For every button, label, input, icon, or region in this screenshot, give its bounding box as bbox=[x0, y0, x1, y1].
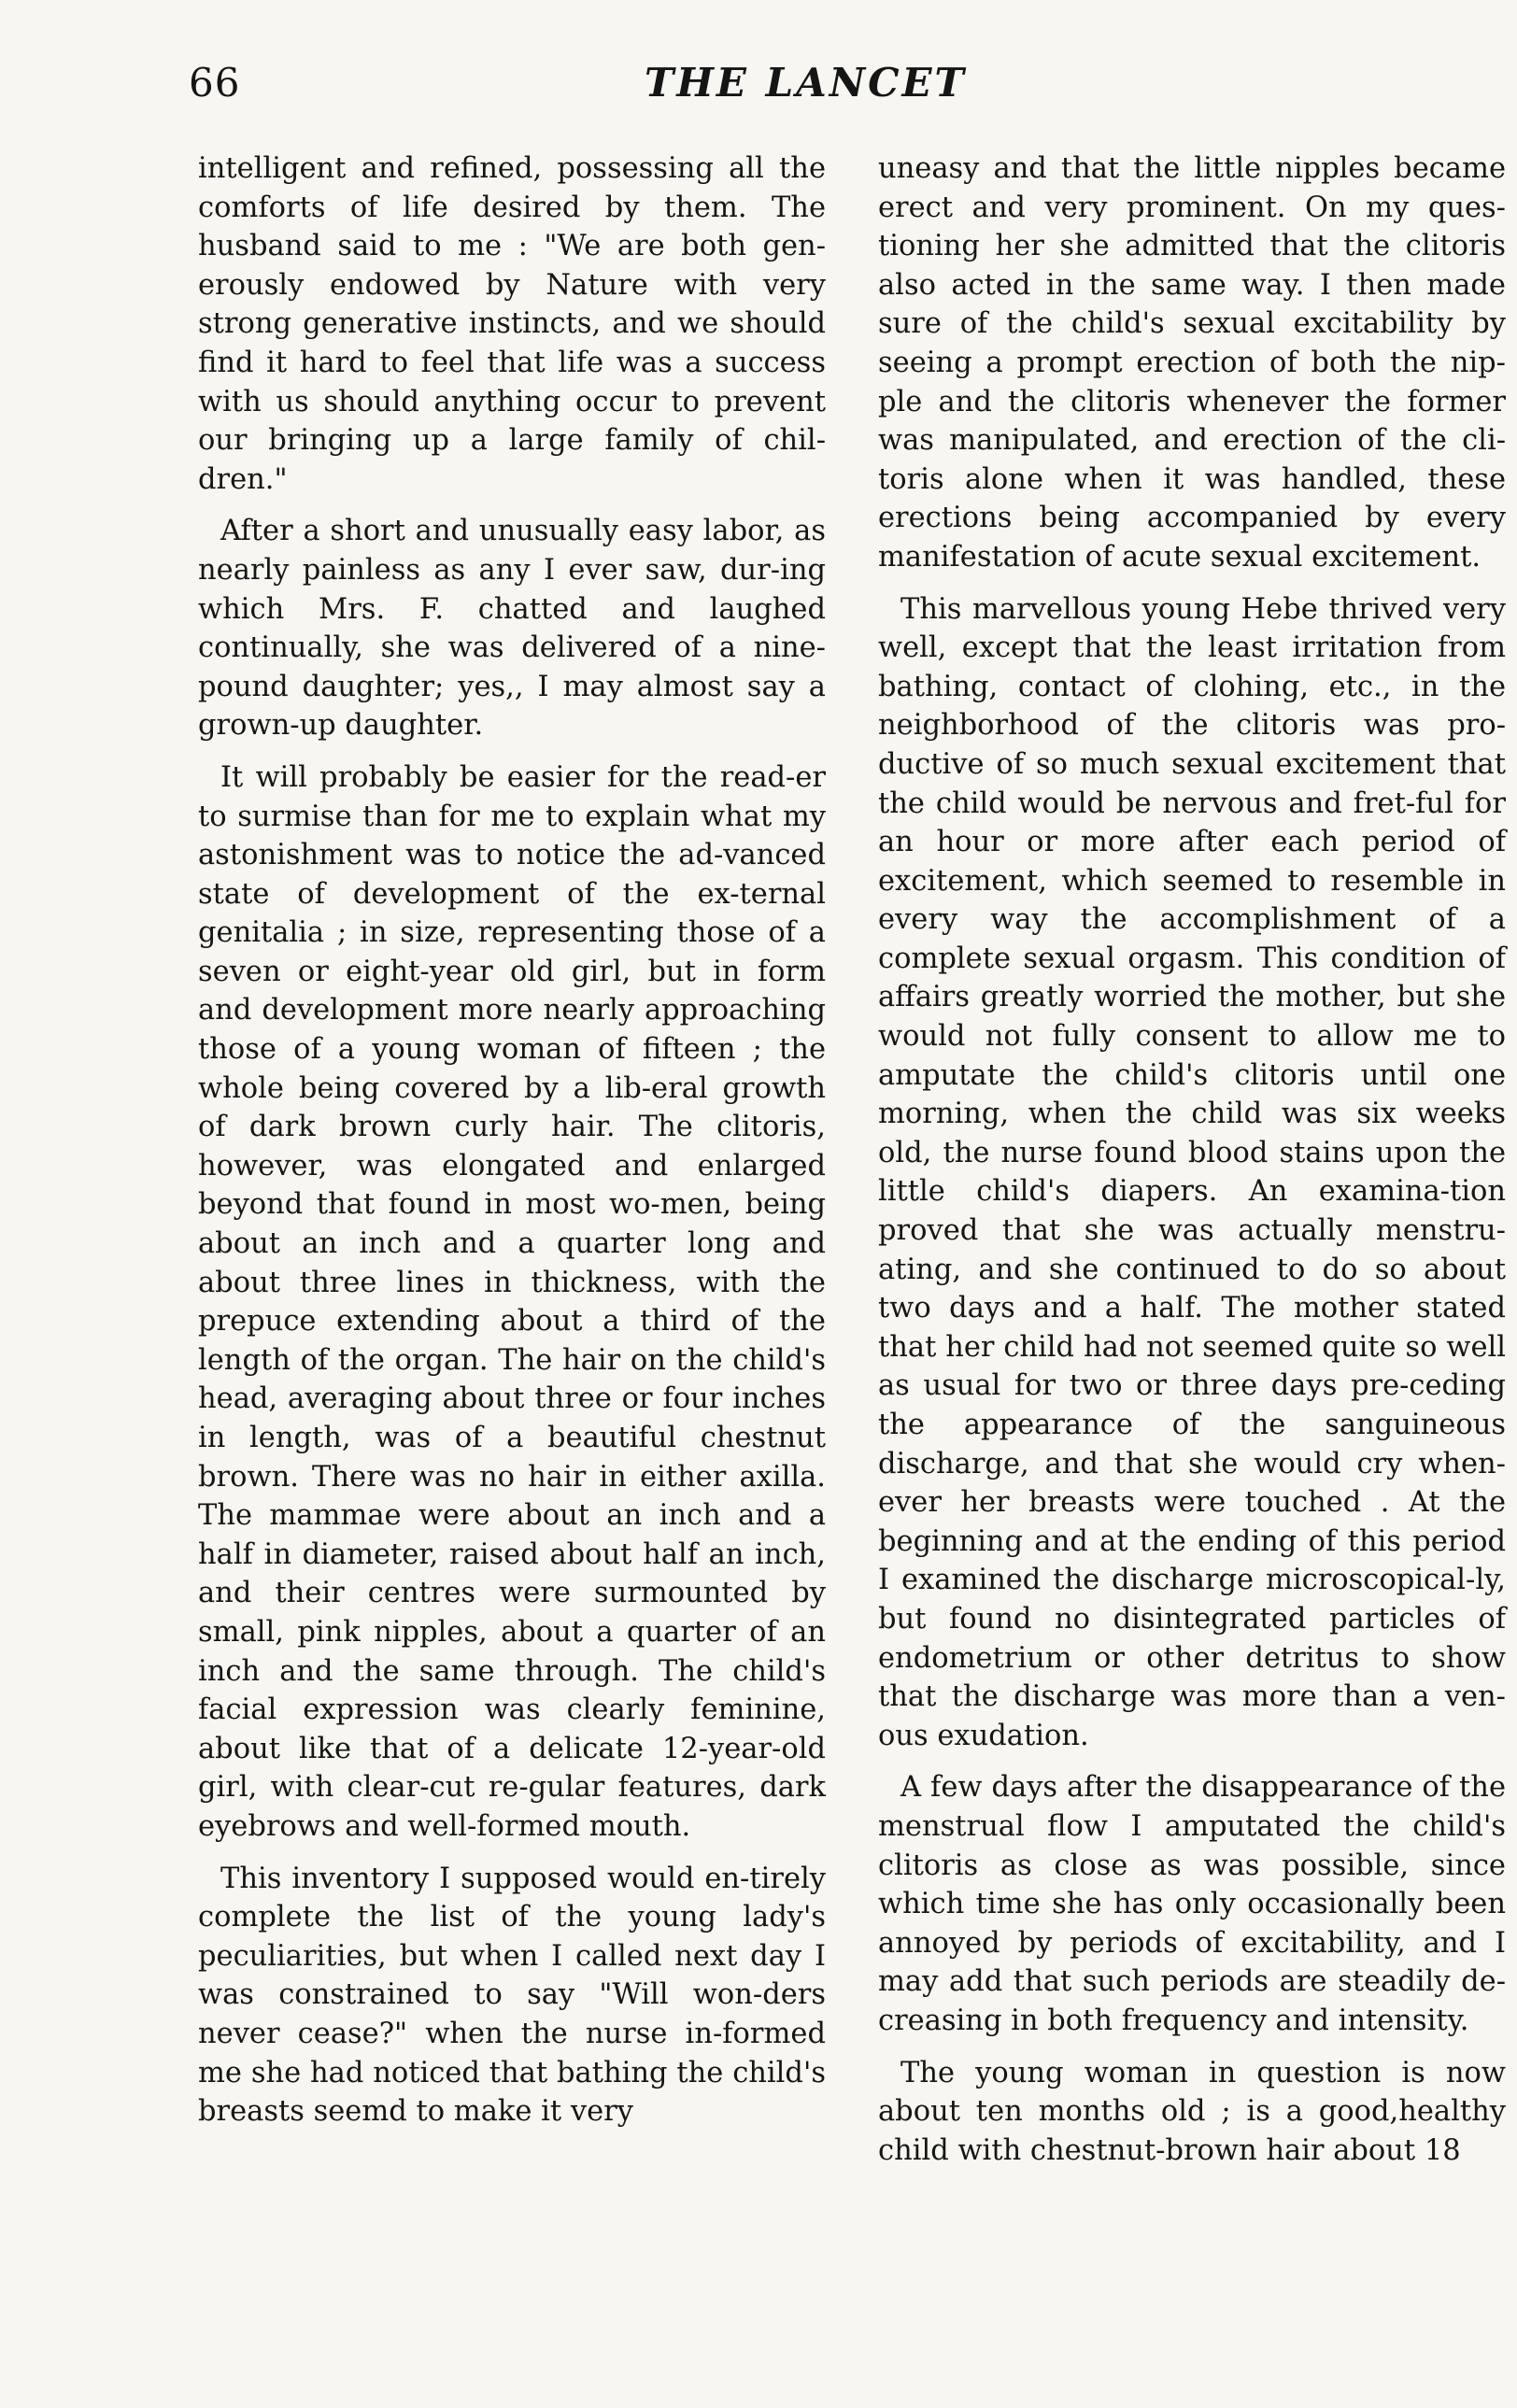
paragraph: intelligent and refined, possessing all the comforts of life desired by them. The husband said to me : "We are both gen-erously endowed by Nature with very strong generative instincts, and we should find it hard to feel that life was a success with us should anything occur to prevent our bringing up a large family of chil-dren." bbox=[198, 152, 826, 496]
paragraph: This marvellous young Hebe thrived very well, except that the least irritation from bathing, contact of clohing, etc., in the neighborhood of the clitoris was pro-ductive of so much sexual excitement that the child would be nervous and fret-ful for an hour or more after each period of excitement, which seemed to resemble in every way the accomplishment of a complete sexual orgasm. This condition of affairs greatly worried the mother, but she would not fully consent to allow me to amputate the child's clitoris until one morning, when the child was six weeks old, the nurse found blood stains upon the little child's diapers. An examina-tion proved that she was actually menstru-ating, and she continued to do so about two days and a half. The mother stated that her child had not seemed quite so well as usual for two or three days pre-ceding the appearance of the sanguineous discharge, and that she would cry when-ever her breasts were touched . At the beginning and at the ending of this period I examined the discharge microscopical-ly, but found no disintegrated particles of endometrium or other detritus to show that the discharge was more than a ven-ous exudation. bbox=[878, 592, 1506, 1752]
paragraph: uneasy and that the little nipples became erect and very prominent. On my ques-tioning her she admitted that the clitoris also acted in the same way. I then made sure of the child's sexual excitability by seeing a prompt erection of both the nip-ple and the clitoris whenever the former was manipulated, and erection of the cli-toris alone when it was handled, these erections being accompanied by every manifestation of acute sexual excitement. bbox=[878, 152, 1506, 574]
right-column bbox=[878, 149, 1506, 2183]
paragraph: This inventory I supposed would en-tirely complete the list of the young lady's peculiarities, but when I called next day I was constrained to say "Will won-ders never cease?" when the nurse in-formed me she had noticed that bathing the child's breasts seemd to make it very bbox=[198, 1862, 826, 2129]
paragraph: A few days after the disappearance of the menstrual flow I amputated the child's clitoris as close as was possible, since which time she has only occasionally been annoyed by periods of excitability, and I may add that such periods are steadily de-creasing in both frequency and intensity. bbox=[878, 1771, 1506, 2037]
paragraph: It will probably be easier for the read-er to surmise than for me to explain what my astonishment was to notice the ad-vanced state of development of the ex-ternal genitalia ; in size, representing those of a seven or eight-year old girl, but in form and development more nearly approaching those of a young woman of fifteen ; the whole being covered by a lib-eral growth of dark brown curly hair. The clitoris, however, was elongated and enlarged beyond that found in most wo-men, being about an inch and a quarter long and about three lines in thickness, with the prepuce extending about a third of the length of the organ. The hair on the child's head, averaging about three or four inches in length, was of a beautiful chestnut brown. There was no hair in either axilla. The mammae were about an inch and a half in diameter, raised about half an inch, and their centres were surmounted by small, pink nipples, about a quarter of an inch and the same through. The child's facial expression was clearly feminine, about like that of a delicate 12-year-old girl, with clear-cut re-gular features, dark eyebrows and well-formed mouth. bbox=[198, 760, 826, 1843]
paragraph: The young woman in question is now about ten months old ; is a good,healthy child with chestnut-brown hair about 18 bbox=[878, 2056, 1506, 2167]
paragraph: After a short and unusually easy labor, as nearly painless as any I ever saw, dur-ing which Mrs. F. chatted and laughed continually, she was delivered of a nine-pound daughter; yes,, I may almost say a grown-up daughter. bbox=[198, 515, 826, 743]
running-head: THE LANCET bbox=[645, 60, 967, 106]
page-number: 66 bbox=[189, 60, 241, 106]
left-column bbox=[198, 149, 826, 2145]
